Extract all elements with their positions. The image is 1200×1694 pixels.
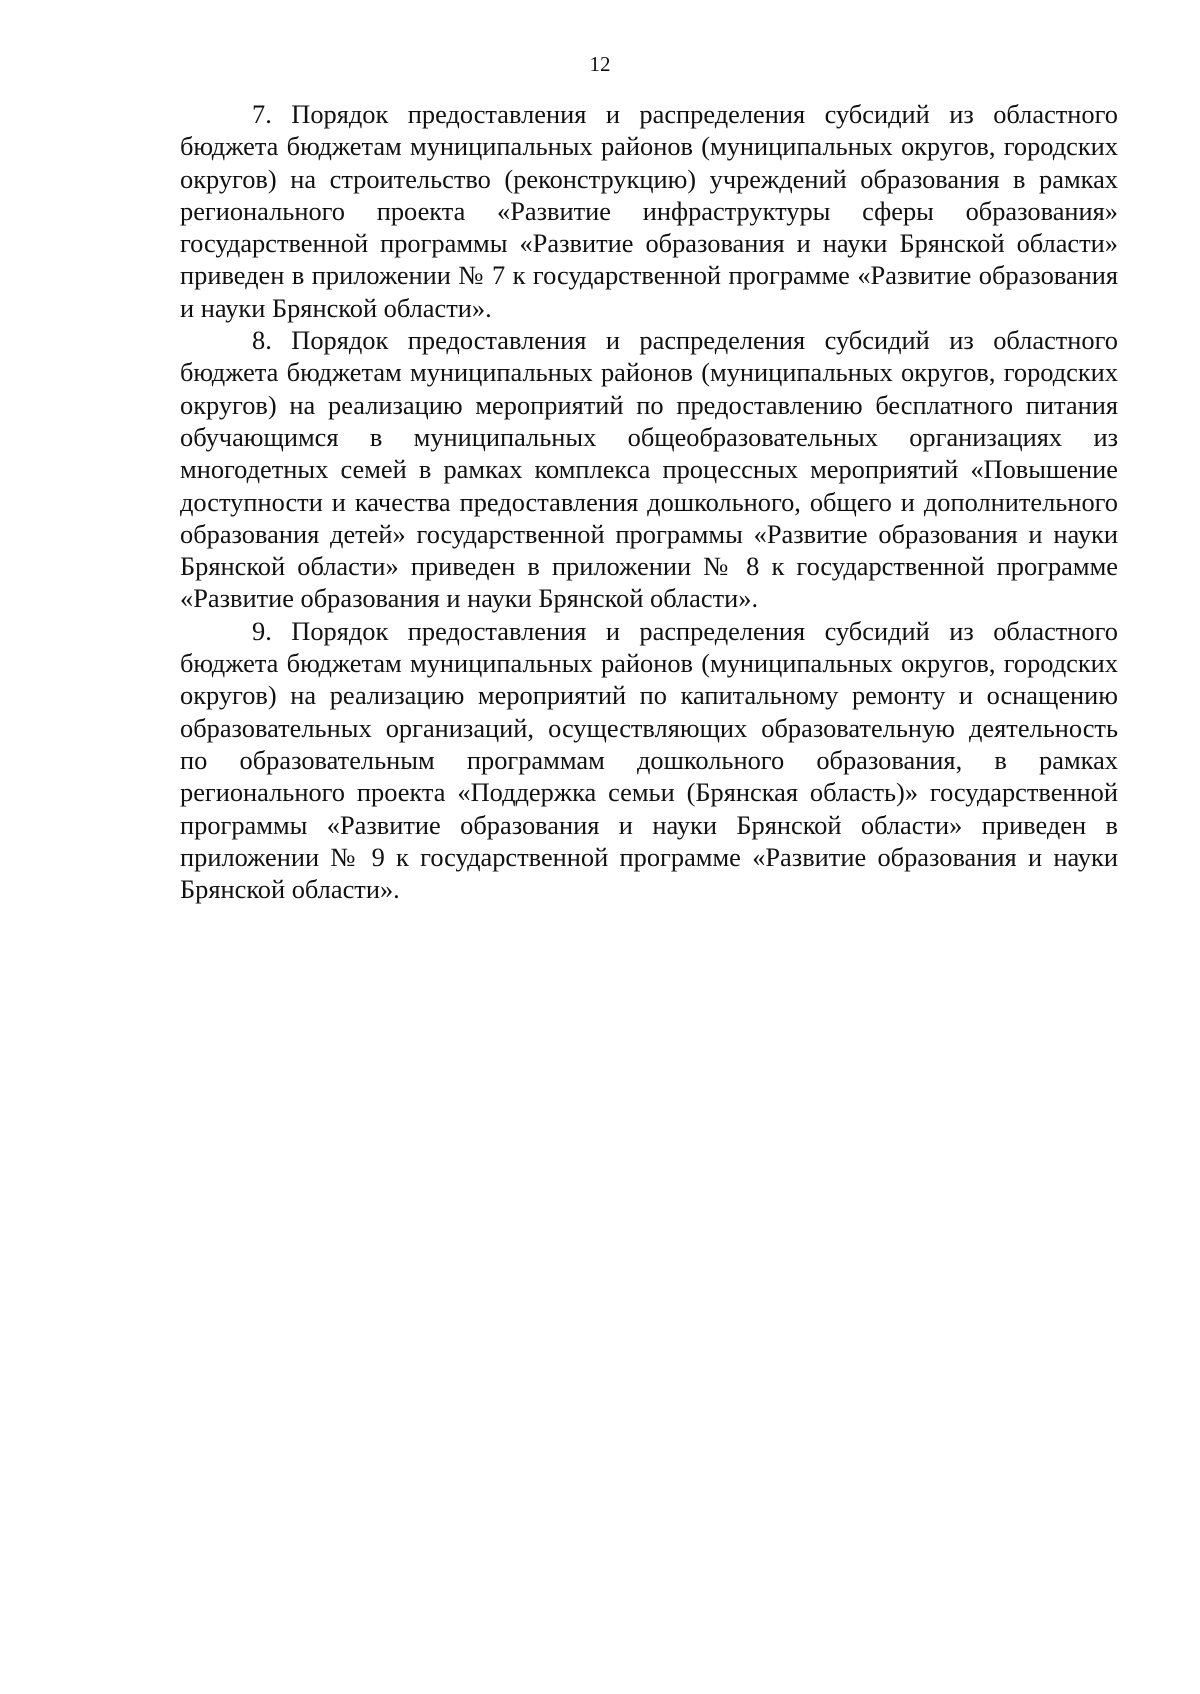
- paragraph-8: 8. Порядок предоставления и распределения субсидий из областного бюджета бюджетам муниципальных районов (муниципальных округов, городских округов) на реализацию мероприятий по предоставлению бесплатного питания обучающимся в муниципальных общеобразовательных организациях из многодетных семей в рамках комплекса процессных мероприятий «Повышение доступности и качества предоставления дошкольного, общего и дополнительного образования детей» государственной программы «Развитие образования и науки Брянской области» приведен в приложении № 8 к государственной программе «Развитие образования и науки Брянской области».: [180, 325, 1118, 614]
- document-body: [180, 98, 1118, 905]
- paragraph-7: 7. Порядок предоставления и распределения субсидий из областного бюджета бюджетам муниципальных районов (муниципальных округов, городских округов) на строительство (реконструкцию) учреждений образования в рамках регионального проекта «Развитие инфраструктуры сферы образования» государственной программы «Развитие образования и науки Брянской области» приведен в приложении № 7 к государственной программе «Развитие образования и науки Брянской области».: [180, 99, 1118, 323]
- page-number: 12: [589, 52, 611, 76]
- paragraph-9: 9. Порядок предоставления и распределения субсидий из областного бюджета бюджетам муниципальных районов (муниципальных округов, городских округов) на реализацию мероприятий по капитальному ремонту и оснащению образовательных организаций, осуществляющих образовательную деятельность по образовательным программам дошкольного образования, в рамках регионального проекта «Поддержка семьи (Брянская область)» государственной программы «Развитие образования и науки Брянской области» приведен в приложении № 9 к государственной программе «Развитие образования и науки Брянской области».: [180, 615, 1118, 905]
